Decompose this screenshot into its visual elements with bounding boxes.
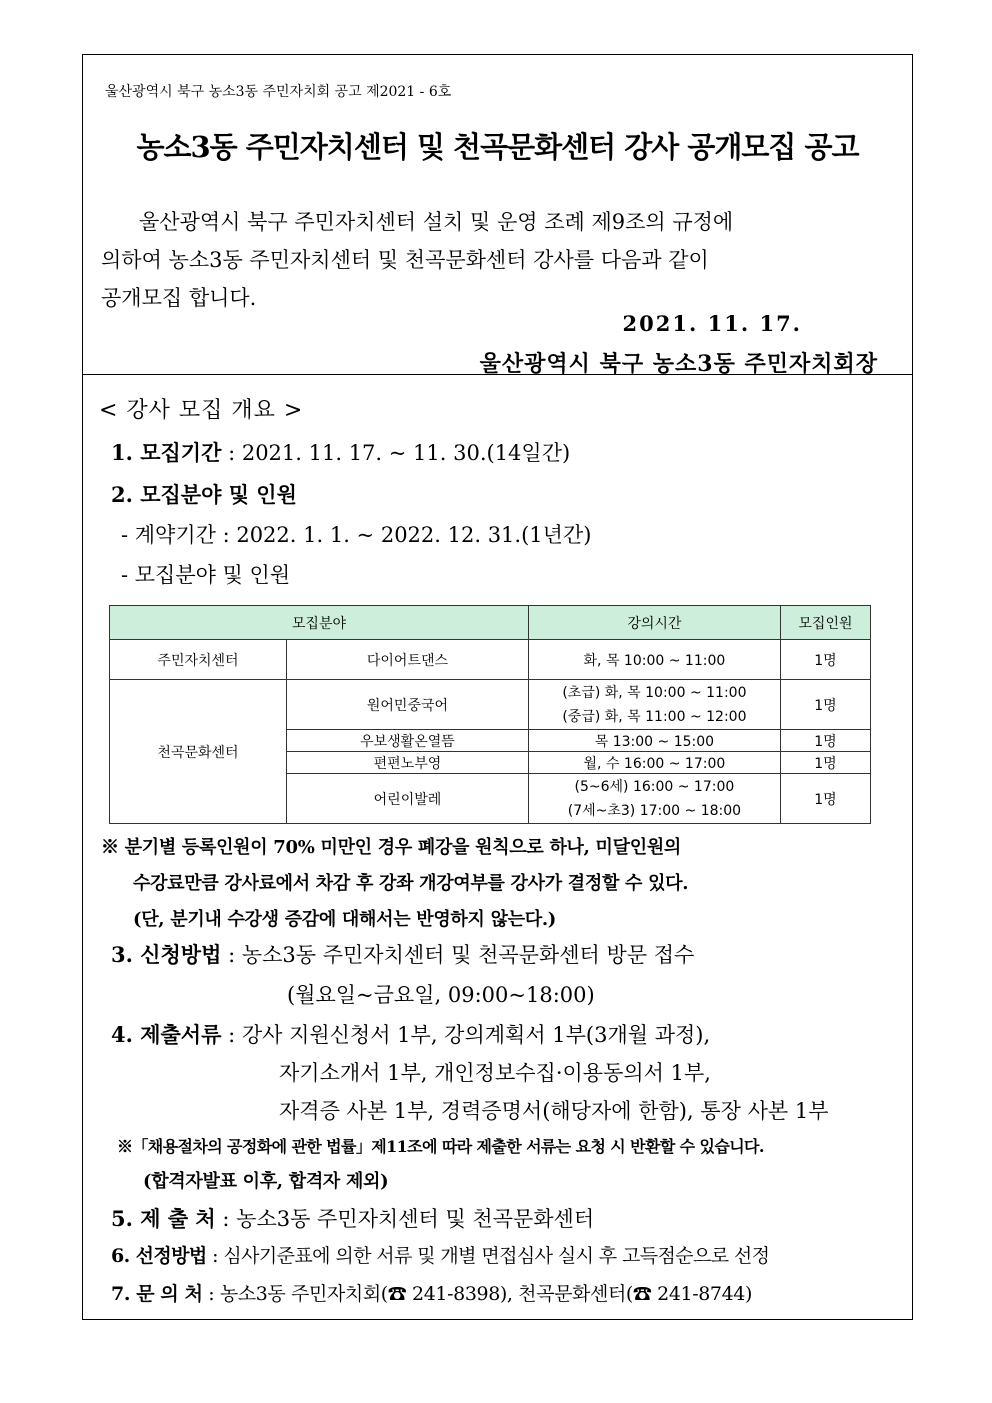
section-7 xyxy=(111,1279,752,1306)
table-header-row xyxy=(110,606,871,640)
lecture-time-line: (5~6세) 16:00 ~ 17:00 xyxy=(574,778,735,795)
section-3-hours: (월요일~금요일, 09:00~18:00) xyxy=(287,983,595,1007)
intro-line-2: 의하여 농소3동 주민자치센터 및 천곡문화센터 강사를 다음과 같이 xyxy=(101,248,709,272)
field-name: 어린이발레 xyxy=(287,774,529,824)
field-name: 우보생활온열뜸 xyxy=(287,730,529,752)
field-heading: - 모집분야 및 인원 xyxy=(121,563,291,587)
section-7-label: 7. 문 의 처 xyxy=(111,1283,203,1305)
lecture-time: 화, 목 10:00 ~ 11:00 xyxy=(528,640,780,680)
note-2-line-2: (합격자발표 이후, 합격자 제외) xyxy=(143,1171,389,1192)
note-1-line-3: (단, 분기내 수강생 증감에 대해서는 반영하지 않는다.) xyxy=(133,909,557,930)
section-5-value: : 농소3동 주민자치센터 및 천곡문화센터 xyxy=(222,1207,595,1231)
section-3-value: : 농소3동 주민자치센터 및 천곡문화센터 방문 접수 xyxy=(228,943,695,967)
section-4-value: : 강사 지원신청서 1부, 강의계획서 1부(3개월 과정), xyxy=(228,1023,711,1047)
lecture-time xyxy=(528,774,780,824)
lecture-time-line: (7세~초3) 17:00 ~ 18:00 xyxy=(567,802,742,819)
section-6-value: : 심사기준표에 의한 서류 및 개별 면접심사 실시 후 고득점순으로 선정 xyxy=(212,1245,770,1267)
lecture-time-line: (중급) 화, 목 11:00 ~ 12:00 xyxy=(562,708,747,725)
center-name: 주민자치센터 xyxy=(110,640,287,680)
section-6 xyxy=(111,1241,769,1268)
section-5 xyxy=(111,1203,594,1233)
note-1-line-1: ※ 분기별 등록인원이 70% 미만인 경우 폐강을 원칙으로 하나, 미달인원의 xyxy=(101,837,681,858)
lecture-time: 목 13:00 ~ 15:00 xyxy=(528,730,780,752)
lecture-time-line: (초급) 화, 목 10:00 ~ 11:00 xyxy=(562,684,747,701)
intro-line-3: 공개모집 합니다. xyxy=(101,286,257,310)
section-7-value: : 농소3동 주민자치회(☎ 241-8398), 천곡문화센터(☎ 241-8744) xyxy=(208,1283,752,1305)
notice-number: 울산광역시 북구 농소3동 주민자치회 공고 제2021 - 6호 xyxy=(105,84,452,100)
intro-line-1: 울산광역시 북구 주민자치센터 설치 및 운영 조례 제9조의 규정에 xyxy=(139,210,734,234)
note-2-line-1: ※「채용절차의 공정화에 관한 법률」제11조에 따라 제출한 서류는 요청 시 반환할 수 있습니다. xyxy=(117,1137,764,1156)
section-2-label: 2. 모집분야 및 인원 xyxy=(111,482,297,507)
field-name: 원어민중국어 xyxy=(287,680,529,730)
section-3-label: 3. 신청방법 xyxy=(111,942,222,967)
notice-frame xyxy=(82,54,913,1320)
recruit-count: 1명 xyxy=(780,640,870,680)
header-time: 강의시간 xyxy=(528,606,780,640)
note-1-line-2: 수강료만큼 강사료에서 차감 후 강좌 개강여부를 강사가 결정할 수 있다. xyxy=(133,873,689,894)
field-name: 다이어트댄스 xyxy=(287,640,529,680)
section-3 xyxy=(111,939,694,969)
contract-period: - 계약기간 : 2022. 1. 1. ~ 2022. 12. 31.(1년간) xyxy=(121,523,592,547)
section-4-label: 4. 제출서류 xyxy=(111,1022,222,1047)
table-row xyxy=(110,680,871,730)
intro-paragraph xyxy=(101,203,898,317)
section-4-line-2: 자기소개서 1부, 개인정보수집·이용동의서 1부, xyxy=(279,1061,711,1085)
section-4-line-3: 자격증 사본 1부, 경력증명서(해당자에 한함), 통장 사본 1부 xyxy=(279,1099,829,1123)
recruit-table xyxy=(109,605,871,824)
signer: 울산광역시 북구 농소3동 주민자치회장 xyxy=(479,351,878,377)
recruit-count: 1명 xyxy=(780,752,870,774)
field-name: 편편노부영 xyxy=(287,752,529,774)
section-5-label: 5. 제 출 처 xyxy=(111,1206,216,1231)
notice-date: 2021. 11. 17. xyxy=(622,311,802,336)
overview-heading: < 강사 모집 개요 > xyxy=(99,398,304,423)
page-title: 농소3동 주민자치센터 및 천곡문화센터 강사 공개모집 공고 xyxy=(136,130,859,164)
section-1-label: 1. 모집기간 xyxy=(111,440,222,465)
section-1-value: : 2021. 11. 17. ~ 11. 30.(14일간) xyxy=(228,441,571,465)
header-divider xyxy=(83,374,912,375)
header-field: 모집분야 xyxy=(110,606,529,640)
section-6-label: 6. 선정방법 xyxy=(111,1245,207,1267)
header-count: 모집인원 xyxy=(780,606,870,640)
recruit-count: 1명 xyxy=(780,680,870,730)
recruit-count: 1명 xyxy=(780,774,870,824)
lecture-time: 월, 수 16:00 ~ 17:00 xyxy=(528,752,780,774)
table-row xyxy=(110,640,871,680)
section-4 xyxy=(111,1019,710,1049)
center-name: 천곡문화센터 xyxy=(110,680,287,824)
recruit-count: 1명 xyxy=(780,730,870,752)
section-1 xyxy=(111,437,570,467)
lecture-time xyxy=(528,680,780,730)
